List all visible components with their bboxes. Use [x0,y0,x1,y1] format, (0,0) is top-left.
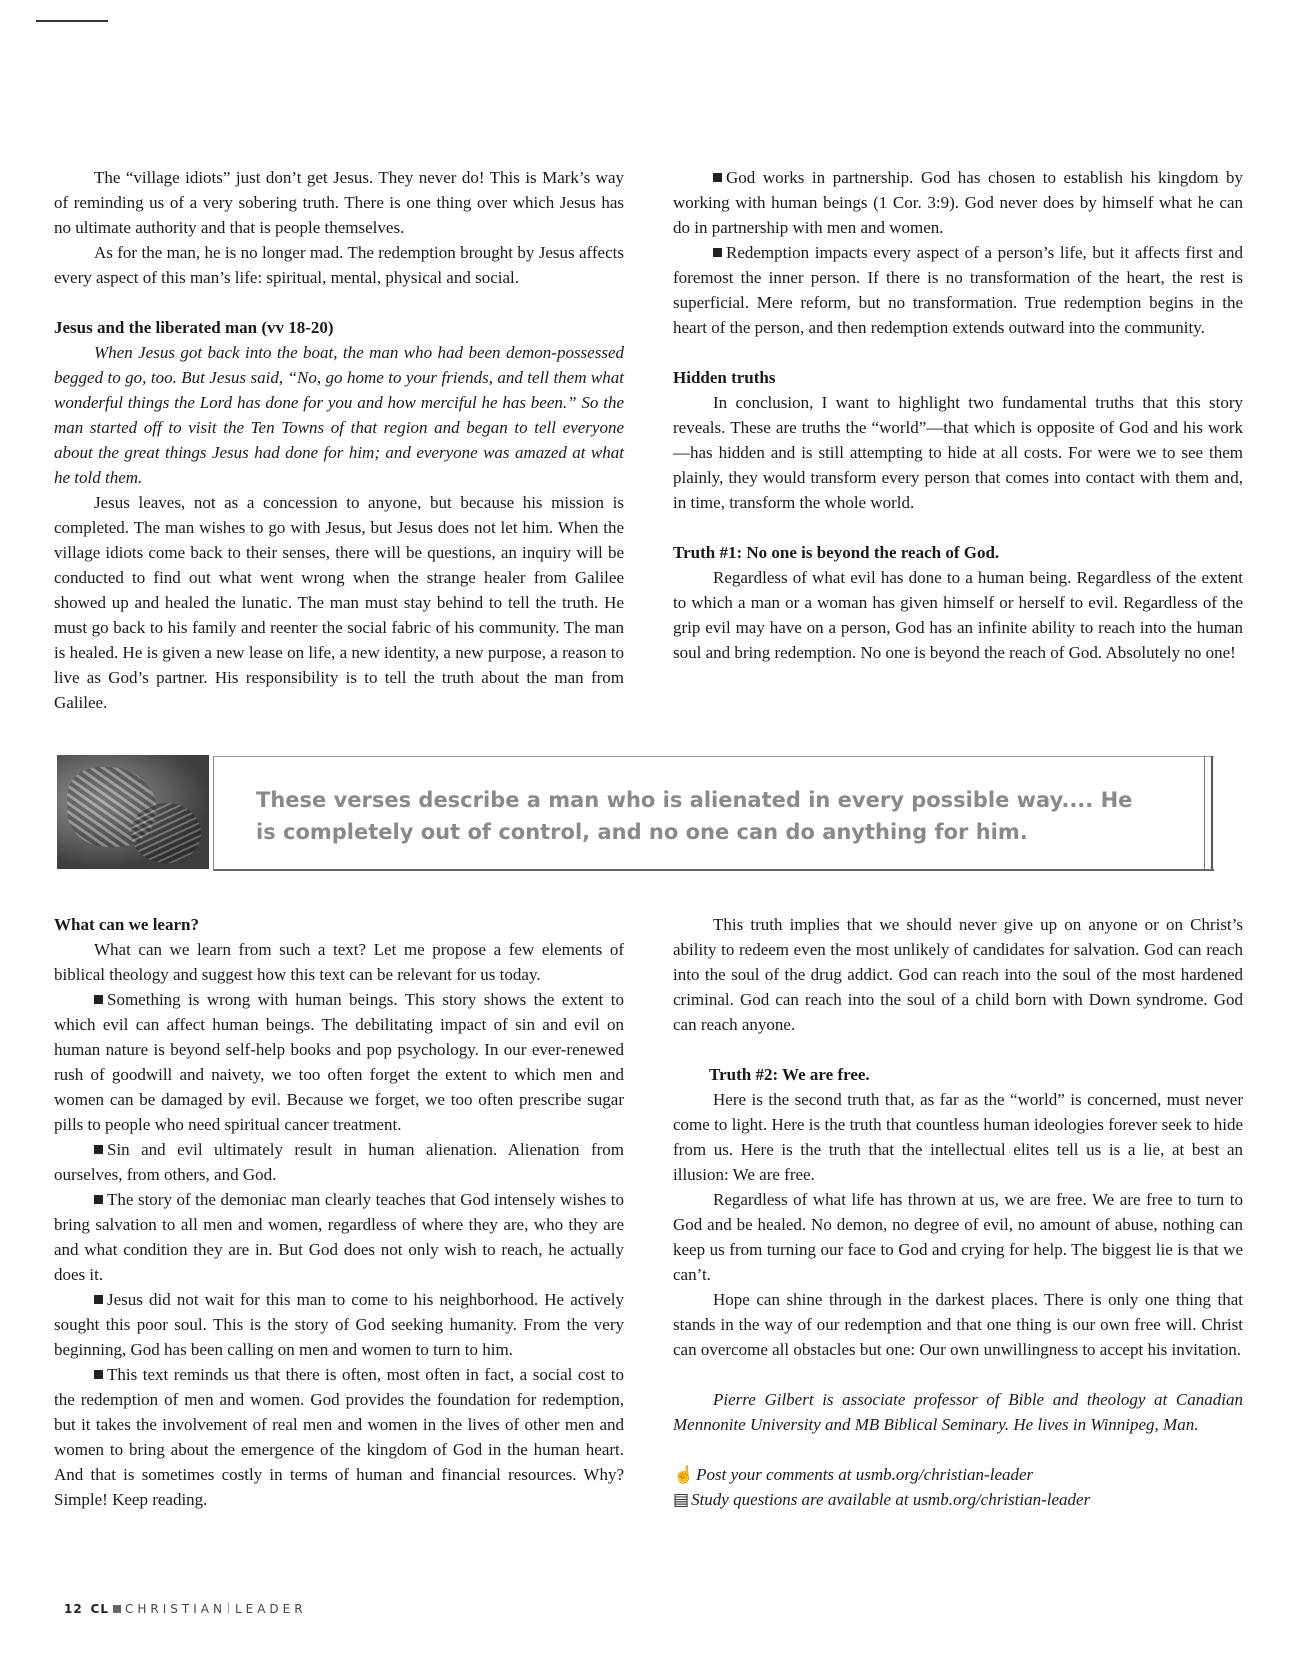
section-heading: Jesus and the liberated man (vv 18-20) [54,318,334,337]
section-heading: Hidden truths [673,368,776,387]
document-icon: ▤ [673,1490,690,1509]
pullquote-bar [1204,756,1213,869]
column-2 [673,165,1243,665]
bullet-paragraph: God works in partnership. God has chosen to establish his kingdom by working with human beings (1 Cor. 3:9). God never does by himself what he can do in partnership with men and women. [673,168,1243,237]
bullet-square-icon [94,1295,103,1304]
page-number: 12 [64,1602,83,1616]
post-comments-line [673,1462,1243,1487]
post-comments-link[interactable]: Post your comments at usmb.org/christian-leader [696,1465,1034,1484]
section-heading: Truth #2: We are free. [709,1065,870,1084]
bullet-square-icon [713,248,722,257]
footer-divider [228,1602,229,1614]
top-rule [36,20,108,22]
paragraph: As for the man, he is no longer mad. The redemption brought by Jesus affects every aspect of this man’s life: spiritual, mental, physical and social. [54,243,624,287]
bullet-square-icon [94,1370,103,1379]
paragraph: Here is the second truth that, as far as the “world” is concerned, must never come to light. Here is the truth that countless human ideologies forever seek to hide from us. Here is the truth that the intellectual elites tell us is a lie, at best an illusion: We are free. [673,1090,1243,1184]
column-4 [673,912,1243,1512]
bullet-paragraph: Something is wrong with human beings. This story shows the extent to which evil can affect human beings. The debilitating impact of sin and evil on human nature is beyond self-help books and pop psychology. In our ever-renewed rush of goodwill and naivety, we too often forget the extent to which men and women can be damaged by evil. Because we forget, we too often prescribe sugar pills to people who need spiritual cancer treatment. [54,990,624,1134]
magazine-name-part2: LEADER [234,1602,307,1616]
bullet-square-icon [713,173,722,182]
footer-square-icon [113,1605,121,1613]
author-bio: Pierre Gilbert is associate professor of Bible and theology at Canadian Mennonite University and MB Biblical Seminary. He lives in Winnipeg, Man. [673,1390,1243,1434]
pullquote-text: These verses describe a man who is alienated in every possible way.... He is completely out of control, and no one can do anything for him. [256,788,1133,844]
bullet-paragraph: This text reminds us that there is often, most often in fact, a social cost to the redemption of men and women. God provides the foundation for redemption, but it takes the involvement of real men and women in the lives of other men and women to bring about the emergence of the kingdom of God in the human heart. And that is sometimes costly in terms of human and financial resources. Why? Simple! Keep reading. [54,1365,624,1509]
study-questions-link[interactable]: Study questions are available at usmb.org/christian-leader [691,1490,1091,1509]
pullquote-photo [57,755,209,869]
paragraph: Jesus leaves, not as a concession to anyone, but because his mission is completed. The man wishes to go with Jesus, but Jesus does not let him. When the village idiots come back to their senses, there will be questions, an inquiry will be conducted to find out what went wrong when the strange healer from Galilee showed up and healed the lunatic. The man must stay behind to tell the truth. He must go back to his family and reenter the social fabric of his community. The man is healed. He is given a new lease on life, a new identity, a new purpose, a reason to live as God’s partner. His responsibility is to tell the truth about the man from Galilee. [54,493,624,712]
paragraph: What can we learn from such a text? Let me propose a few elements of biblical theology and suggest how this text can be relevant for us today. [54,940,624,984]
study-questions-line [673,1487,1243,1512]
column-3 [54,912,624,1512]
bullet-paragraph: The story of the demoniac man clearly teaches that God intensely wishes to bring salvation to all men and women, regardless of where they are, who they are and what condition they are in. But God does not only wish to reach, he actually does it. [54,1190,624,1284]
bullet-square-icon [94,1195,103,1204]
bullet-paragraph: Sin and evil ultimately result in human alienation. Alienation from ourselves, from others, and God. [54,1140,624,1184]
bullet-paragraph: Jesus did not wait for this man to come to his neighborhood. He actively sought this poor soul. This is the story of God seeking humanity. From the very beginning, God has been calling on men and women to turn to him. [54,1290,624,1359]
column-1 [54,165,624,715]
paragraph: Regardless of what evil has done to a human being. Regardless of the extent to which a man or a woman has given himself or herself to evil. Regardless of the grip evil may have on a person, God has an infinite ability to reach into the human soul and bring redemption. No one is beyond the reach of God. Absolutely no one! [673,568,1243,662]
magazine-name-part1: CHRISTIAN [124,1602,226,1616]
paragraph: Hope can shine through in the darkest places. There is only one thing that stands in the way of our redemption and that one thing is our own free will. Christ can overcome all obstacles but one: Our own unwillingness to accept his invitation. [673,1290,1243,1359]
pointer-hand-icon: ☝ [673,1465,695,1484]
paragraph: In conclusion, I want to highlight two fundamental truths that this story reveals. These are truths the “world”—that which is opposite of God and his work—has hidden and is still attempting to hide at all costs. For were we to see them plainly, they would transform every person that comes into contact with them and, in time, transform the whole world. [673,393,1243,512]
page-footer [64,1602,307,1616]
bullet-square-icon [94,1145,103,1154]
cl-abbrev: CL [90,1602,109,1616]
bullet-paragraph: Redemption impacts every aspect of a person’s life, but it affects first and foremost the inner person. If there is no transformation of the heart, the rest is superficial. Mere reform, but no transformation. True redemption begins in the heart of the person, and then redemption extends outward into the community. [673,243,1243,337]
section-heading: What can we learn? [54,915,199,934]
paragraph: The “village idiots” just don’t get Jesus. They never do! This is Mark’s way of reminding us of a very sobering truth. There is one thing over which Jesus has no ultimate authority and that is people themselves. [54,168,624,237]
bullet-square-icon [94,995,103,1004]
paragraph: Regardless of what life has thrown at us, we are free. We are free to turn to God and be healed. No demon, no degree of evil, no amount of abuse, nothing can keep us from turning our face to God and crying for help. The biggest lie is that we can’t. [673,1190,1243,1284]
section-heading: Truth #1: No one is beyond the reach of God. [673,543,1000,562]
paragraph: This truth implies that we should never give up on anyone or on Christ’s ability to redeem even the most unlikely of candidates for salvation. God can reach into the soul of the drug addict. God can reach into the soul of the most hardened criminal. God can reach into the soul of a child born with Down syndrome. God can reach anyone. [673,915,1243,1034]
scripture-quote: When Jesus got back into the boat, the man who had been demon-possessed begged to go, too. But Jesus said, “No, go home to your friends, and tell them what wonderful things the Lord has done for you and how merciful he has been.” So the man started off to visit the Ten Towns of that region and began to tell everyone about the great things Jesus had done for him; and everyone was amazed at what he told them. [54,343,624,487]
